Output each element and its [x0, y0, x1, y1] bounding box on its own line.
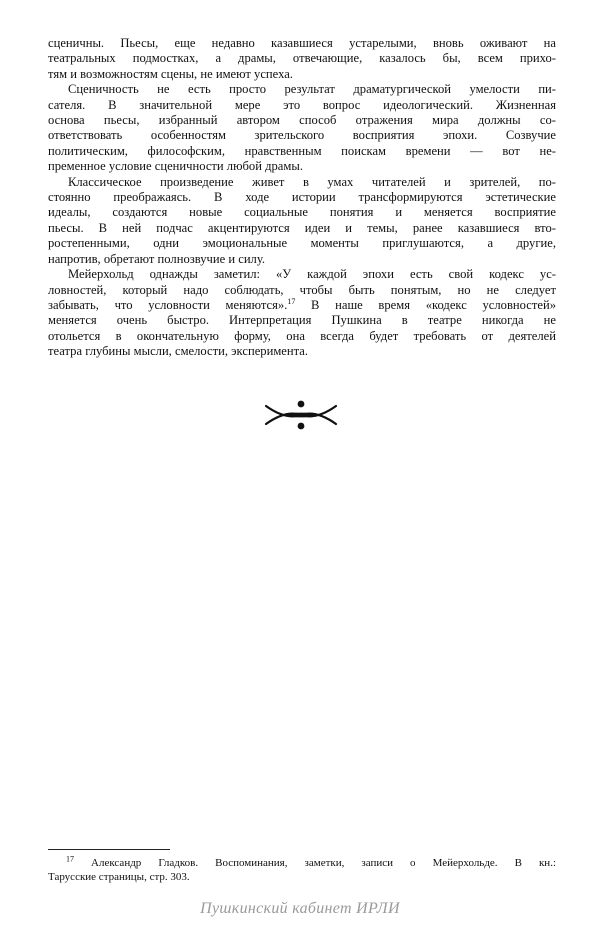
footnote-text: Александр Гладков. Воспоминания, заметки, записи о Мейерхольде. В кн.: — [74, 857, 556, 869]
text-line: политическим, философским, нравственным поискам времени — вот не- — [48, 143, 556, 158]
text-fragment: забывать, что условности меняются». — [48, 297, 288, 312]
text-line: Сценичность не есть просто результат драматургической умелости пи- — [68, 82, 556, 97]
page-text — [48, 36, 556, 360]
text-line-with-footnote-ref — [48, 298, 556, 313]
text-line: Мейерхольд однажды заметил: «У каждой эпохи есть свой кодекс ус- — [68, 267, 556, 282]
watermark: Пушкинский кабинет ИРЛИ — [200, 900, 400, 917]
paragraph-1 — [48, 36, 556, 82]
text-line: меняется очень быстро. Интерпретация Пушкина в театре никогда не — [48, 313, 556, 328]
text-line: сценичны. Пьесы, еще недавно казавшиеся устарелыми, вновь оживают на — [48, 36, 556, 50]
text-line: театра глубины мысли, смелости, эксперимента. — [48, 344, 309, 359]
text-line: напротив, обретают полнозвучие и силу. — [48, 251, 266, 266]
text-line: ответствовать особенностям зрительского восприятия эпохи. Созвучие — [48, 128, 556, 143]
paragraph-4 — [48, 267, 556, 359]
footnote-number: 17 — [66, 854, 74, 864]
text-line: отольется в окончательную форму, она всегда будет требовать от деятелей — [48, 328, 556, 343]
text-fragment: В наше время «кодекс условностей» — [295, 297, 556, 312]
footnote-line — [48, 856, 556, 870]
text-line: стоянно преображаясь. В ходе истории трансформируются эстетические — [48, 190, 556, 205]
text-line: пременное условие сценичности любой драмы. — [48, 159, 303, 174]
text-line: идеалы, создаются новые социальные понятия и меняется восприятие — [48, 205, 556, 220]
text-line: ловностей, который надо соблюдать, чтобы быть понятым, но не следует — [48, 282, 556, 297]
paragraph-3 — [48, 175, 556, 267]
text-line: Классическое произведение живет в умах читателей и зрителей, по- — [68, 174, 556, 189]
footnote-line: Тарусские страницы, стр. 303. — [48, 871, 190, 883]
text-line: театральных подмостках, а драмы, отвечающие, казалось бы, всем прихо- — [48, 51, 556, 66]
footnote-divider — [48, 849, 170, 850]
text-line: тям и возможностям сцены, не имеют успеха. — [48, 66, 293, 81]
paragraph-2 — [48, 82, 556, 174]
ornament-divider-icon — [264, 398, 338, 432]
footnote — [48, 856, 556, 884]
text-line: ростепенными, одни эмоциональные моменты приглушаются, а другие, — [48, 236, 556, 251]
text-line: сателя. В значительной мере это вопрос идеологический. Жизненная — [48, 97, 556, 112]
footnote-ref: 17 — [287, 296, 296, 306]
text-line: пьесы. В ней подчас акцентируются идеи и темы, ранее казавшиеся вто- — [48, 220, 556, 235]
text-line: основа пьесы, избранный автором способ отражения мира должны со- — [48, 113, 556, 128]
